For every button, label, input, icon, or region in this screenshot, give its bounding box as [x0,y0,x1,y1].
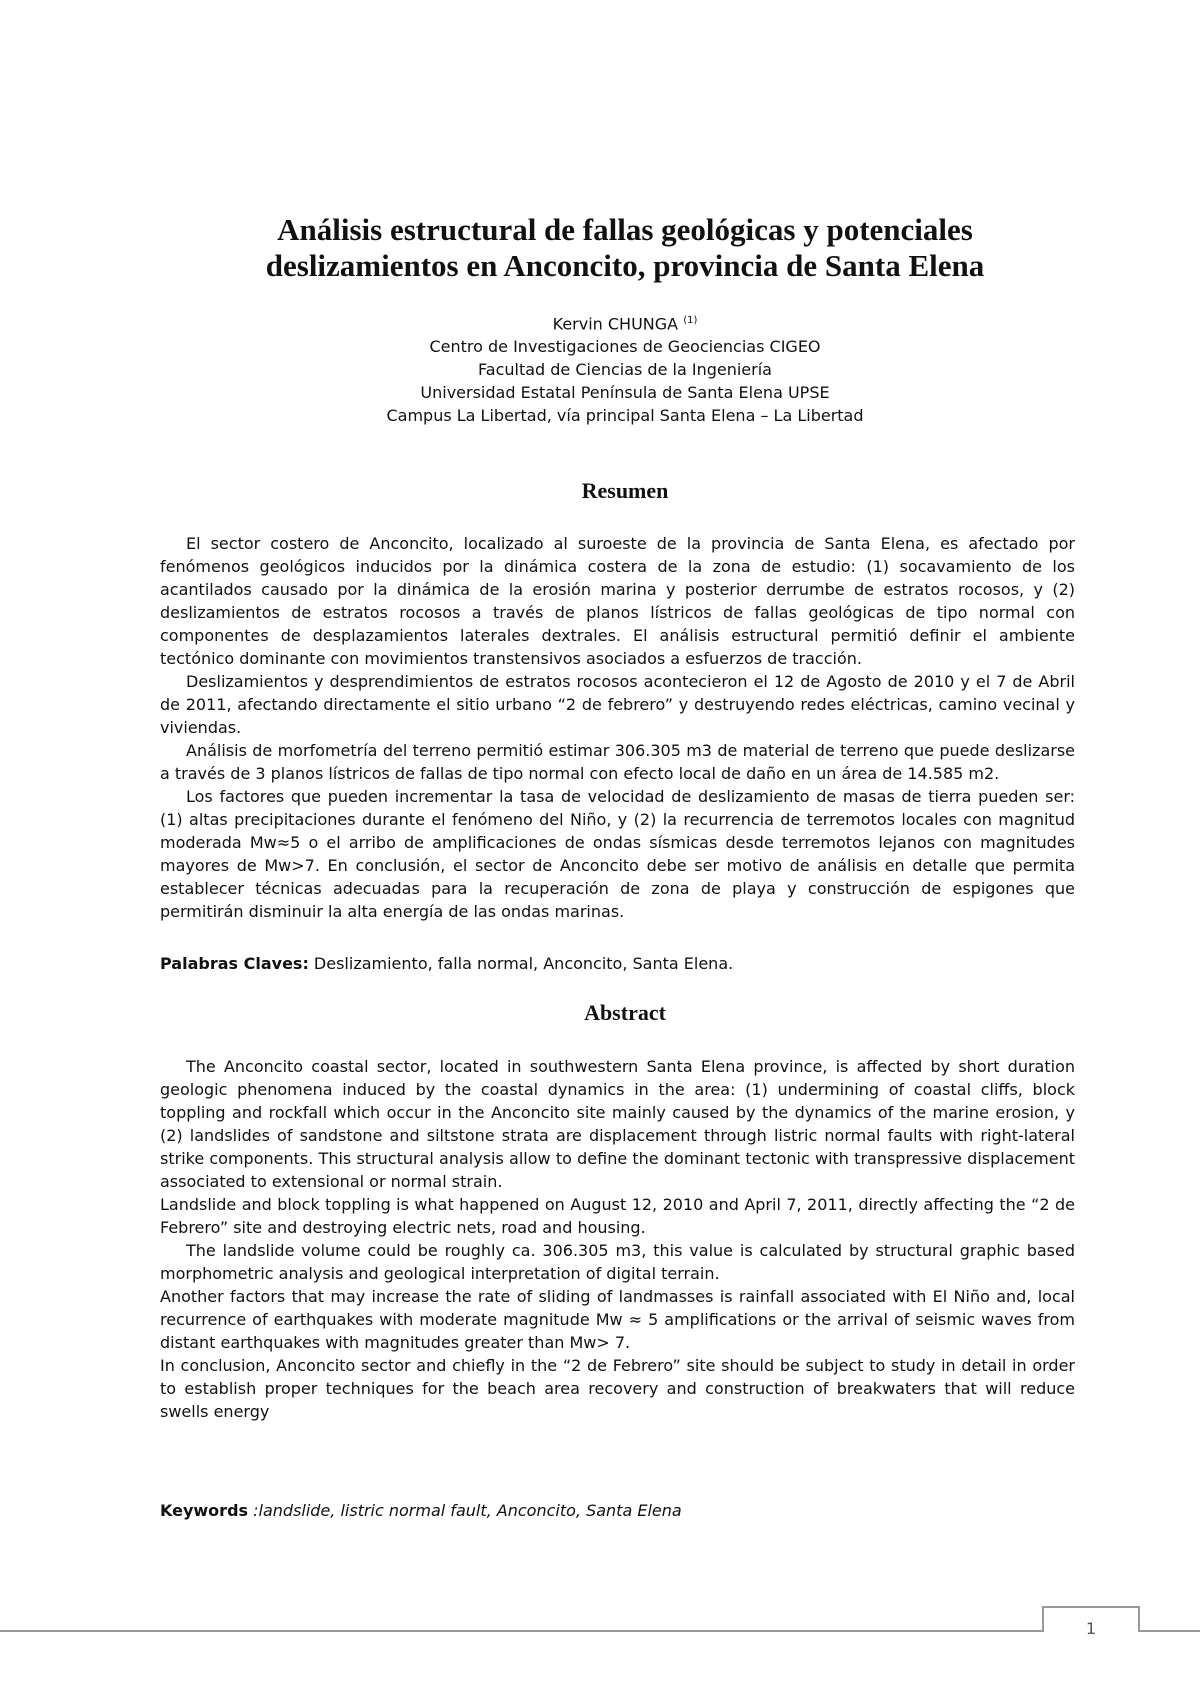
keywords-text: :landslide, listric normal fault, Anconcito, Santa Elena [248,1501,682,1520]
resumen-paragraph: Los factores que pueden incrementar la tasa de velocidad de deslizamiento de masas de tierra pueden ser: (1) altas precipitaciones durante el fenómeno del Niño, y (2) la recurrencia de terremotos locales con magnitud moderada Mw≈5 o el arribo de amplificaciones de ondas sísmicas desde terremotos lejanos con magnitudes mayores de Mw>7. En conclusión, el sector de Anconcito debe ser motivo de análisis en detalle que permita establecer técnicas adecuadas para la recuperación de zona de playa y construcción de espigones que permitirán disminuir la alta energía de las ondas marinas. [160,787,1075,921]
affiliation-line: Universidad Estatal Península de Santa Elena UPSE [420,383,830,403]
abstract-paragraph: In conclusion, Anconcito sector and chiefly in the “2 de Febrero” site should be subject to study in detail in order to establish proper techniques for the beach area recovery and construction of breakwaters that will reduce swells energy [160,1356,1075,1421]
resumen-paragraph: Análisis de morfometría del terreno permitió estimar 306.305 m3 de material de terreno que puede deslizarse a través de 3 planos lístricos de fallas de tipo normal con efecto local de daño en un área de 14.585 m2. [160,741,1075,783]
keywords-label: Keywords [160,1501,249,1520]
author-line [160,309,1090,335]
abstract-paragraph: The landslide volume could be roughly ca. 306.305 m3, this value is calculated by structural graphic based morphometric analysis and geological interpretation of digital terrain. [160,1241,1075,1283]
palabras-claves-text: Deslizamiento, falla normal, Anconcito, Santa Elena. [308,954,734,973]
author-affiliation-block [160,309,1090,427]
resumen-paragraph: Deslizamientos y desprendimientos de estratos rocosos acontecieron el 12 de Agosto de 2010 y el 7 de Abril de 2011, afectando directamente el sitio urbano “2 de febrero” y destruyendo redes eléctricas, camino vecinal y viviendas. [160,672,1075,737]
abstract-body [160,1055,1075,1423]
title-line-1: Análisis estructural de fallas geológicas y potenciales [277,212,973,247]
resumen-body [160,532,1075,923]
author-superscript: (1) [683,315,698,326]
keywords [160,1499,1075,1522]
resumen-heading: Resumen [581,478,669,503]
abstract-paragraph: The Anconcito coastal sector, located in southwestern Santa Elena province, is affected by short duration geologic phenomena induced by the coastal dynamics in the area: (1) undermining of coastal cliffs, block toppling and rockfall which occur in the Anconcito site mainly caused by the dynamics of the marine erosion, y (2) landslides of sandstone and siltstone strata are displacement through listric normal faults with right-lateral strike components. This structural analysis allow to define the dominant tectonic with transpressive displacement associated to extensional or normal strain. [160,1057,1075,1191]
title-line-2: deslizamientos en Anconcito, provincia de Santa Elena [265,248,985,283]
affiliation-line: Facultad de Ciencias de la Ingeniería [478,360,772,380]
abstract-heading: Abstract [584,1000,666,1025]
author-name: Kervin CHUNGA [552,314,679,334]
resumen-paragraph: El sector costero de Anconcito, localizado al suroeste de la provincia de Santa Elena, es afectado por fenómenos geológicos inducidos por la dinámica costera de la zona de estudio: (1) socavamiento de los acantilados causado por la dinámica de la erosión marina y posterior derrumbe de estratos rocosos, y (2) deslizamientos de estratos rocosos a través de planos lístricos de fallas geológicas de tipo normal con componentes de desplazamientos laterales dextrales. El análisis estructural permitió definir el ambiente tectónico dominante con movimientos transtensivos asociados a esfuerzos de tracción. [160,534,1075,668]
abstract-paragraph: Another factors that may increase the rate of sliding of landmasses is rainfall associated with El Niño and, local recurrence of earthquakes with moderate magnitude Mw ≈ 5 amplifications or the arrival of seismic waves from distant earthquakes with magnitudes greater than Mw> 7. [160,1287,1075,1352]
page-number: 1 [1085,1619,1097,1638]
paper-title [160,212,1090,284]
affiliation-line: Campus La Libertad, vía principal Santa Elena – La Libertad [386,406,864,426]
palabras-claves [160,952,1075,975]
affiliation-line: Centro de Investigaciones de Geociencias CIGEO [429,337,821,357]
abstract-paragraph: Landslide and block toppling is what happened on August 12, 2010 and April 7, 2011, directly affecting the “2 de Febrero” site and destroying electric nets, road and housing. [160,1195,1075,1237]
palabras-claves-label: Palabras Claves: [160,954,309,973]
footer-rule-right [1138,1630,1200,1632]
footer-rule-left [0,1630,1042,1632]
